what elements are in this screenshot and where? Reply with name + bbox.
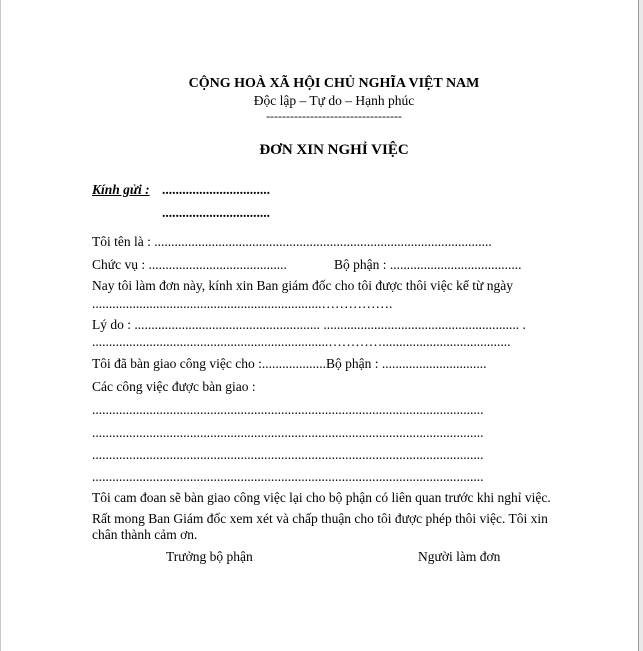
task-line-3: .................................................................................................................... [92, 447, 484, 462]
handover-line: Tôi đã bàn giao công việc cho :...................Bộ phận : ............................... [92, 356, 487, 371]
recipient-line-1: ................................ [162, 182, 270, 197]
motto: Độc lập – Tự do – Hạnh phúc [253, 93, 415, 108]
nation-heading: CỘNG HOÀ XÃ HỘI CHỦ NGHĨA VIỆT NAM [188, 76, 480, 91]
recipient-line-2: ................................ [162, 205, 270, 220]
reason-line-1: Lý do : ....................................................... .......................................................... . [92, 317, 526, 332]
name-line: Tôi tên là : .................................................................................................... [92, 234, 492, 249]
signature-applicant: Người làm đơn [418, 549, 501, 564]
task-line-4: .................................................................................................................... [92, 469, 484, 484]
task-line-2: .................................................................................................................... [92, 425, 484, 440]
signature-department-head: Trưởng bộ phận [166, 549, 253, 564]
request-line-1: Nay tôi làm đơn này, kính xin Ban giám đốc cho tôi được thôi việc kể từ ngày [92, 278, 513, 293]
header-divider: ---------------------------------- [266, 109, 402, 123]
department-line: Bộ phận : ....................................... [334, 257, 522, 272]
closing-line-2: chân thành cảm ơn. [92, 527, 198, 542]
reason-line-2: ......................................................................…………...................................... [92, 334, 511, 349]
request-line-2: ....................................................................……………. [92, 296, 393, 311]
task-line-1: .................................................................................................................... [92, 402, 484, 417]
tasks-label: Các công việc được bàn giao : [92, 379, 256, 394]
recipient-label: Kính gửi : [92, 182, 150, 197]
closing-line-1: Rất mong Ban Giám đốc xem xét và chấp thuận cho tôi được phép thôi việc. Tôi xin [92, 511, 548, 526]
document-title: ĐƠN XIN NGHỈ VIỆC [259, 142, 409, 158]
position-line: Chức vụ : ......................................... [92, 257, 287, 272]
commitment-text: Tôi cam đoan sẽ bàn giao công việc lại cho bộ phận có liên quan trước khi nghỉ việc. [92, 490, 551, 505]
